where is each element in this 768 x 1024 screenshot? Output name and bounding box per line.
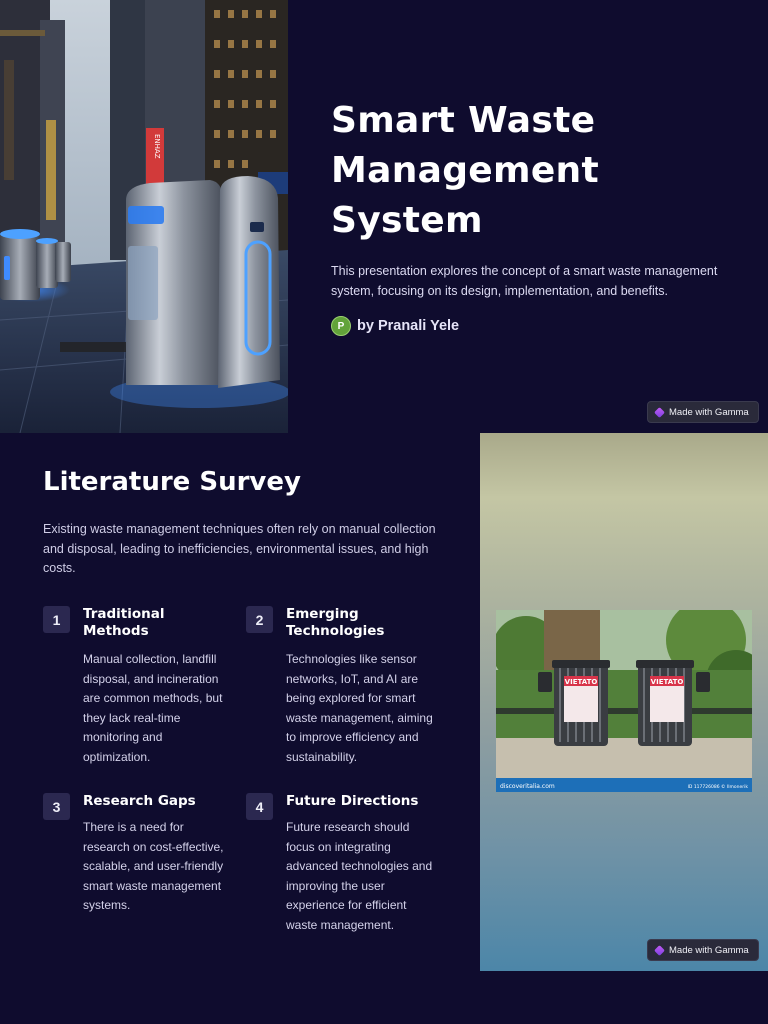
made-with-gamma-badge[interactable] [647, 939, 759, 961]
literature-survey-slide [0, 433, 768, 971]
card-number: 2 [246, 606, 273, 633]
card-title: Traditional Methods [83, 606, 165, 639]
card-text: Future research should focus on integrating advanced technologies and improving the user experience for efficient waste management. [286, 820, 433, 932]
title-line-3: System [331, 200, 483, 241]
title-slide [0, 0, 768, 433]
slide-title: Literature Survey [43, 467, 301, 497]
photo-credit-left: discoveritalia.com [500, 783, 555, 790]
card-text: Manual collection, landfill disposal, and incineration are common methods, but they lack real-time monitoring and optimization. [83, 652, 223, 764]
bin-sign-right: VIETATO [650, 678, 684, 686]
card-text: Technologies like sensor networks, IoT, and AI are being explored for smart waste management, aiming to improve efficiency and sustainability. [286, 652, 433, 764]
made-with-gamma-badge[interactable] [647, 401, 759, 423]
gamma-logo-icon [654, 945, 665, 956]
card-title: Research Gaps [83, 793, 196, 809]
photo-credit-right: ID 117726086 © Ilmonerik [687, 785, 748, 790]
badge-label: Made with Gamma [669, 406, 749, 418]
card-title: Emerging Technologies [286, 606, 385, 639]
hero-image-smart-bins [0, 0, 288, 433]
card-title: Future Directions [286, 793, 419, 809]
avatar: P [331, 316, 351, 336]
slide-description: This presentation explores the concept of a smart waste management system, focusing on its design, implementation, and benefits. [331, 264, 718, 298]
title-line-1: Smart Waste [331, 100, 596, 141]
gamma-logo-icon [654, 407, 665, 418]
card-number: 4 [246, 793, 273, 820]
trash-bins-photo [496, 610, 752, 792]
badge-label: Made with Gamma [669, 944, 749, 956]
author-name: by Pranali Yele [357, 318, 460, 334]
side-image-panel [480, 433, 768, 971]
title-line-2: Management [331, 150, 599, 191]
slide-description: Existing waste management techniques often rely on manual collection and disposal, leading to inefficiencies, environmental issues, and high costs. [43, 522, 436, 575]
street-sign-text: ENHAZ [153, 134, 161, 159]
card-number: 1 [43, 606, 70, 633]
bin-sign-left: VIETATO [564, 678, 598, 686]
card-number: 3 [43, 793, 70, 820]
author-byline [331, 316, 459, 336]
slide-title [331, 96, 731, 246]
card-text: There is a need for research on cost-effective, scalable, and user-friendly smart waste management systems. [83, 820, 224, 912]
